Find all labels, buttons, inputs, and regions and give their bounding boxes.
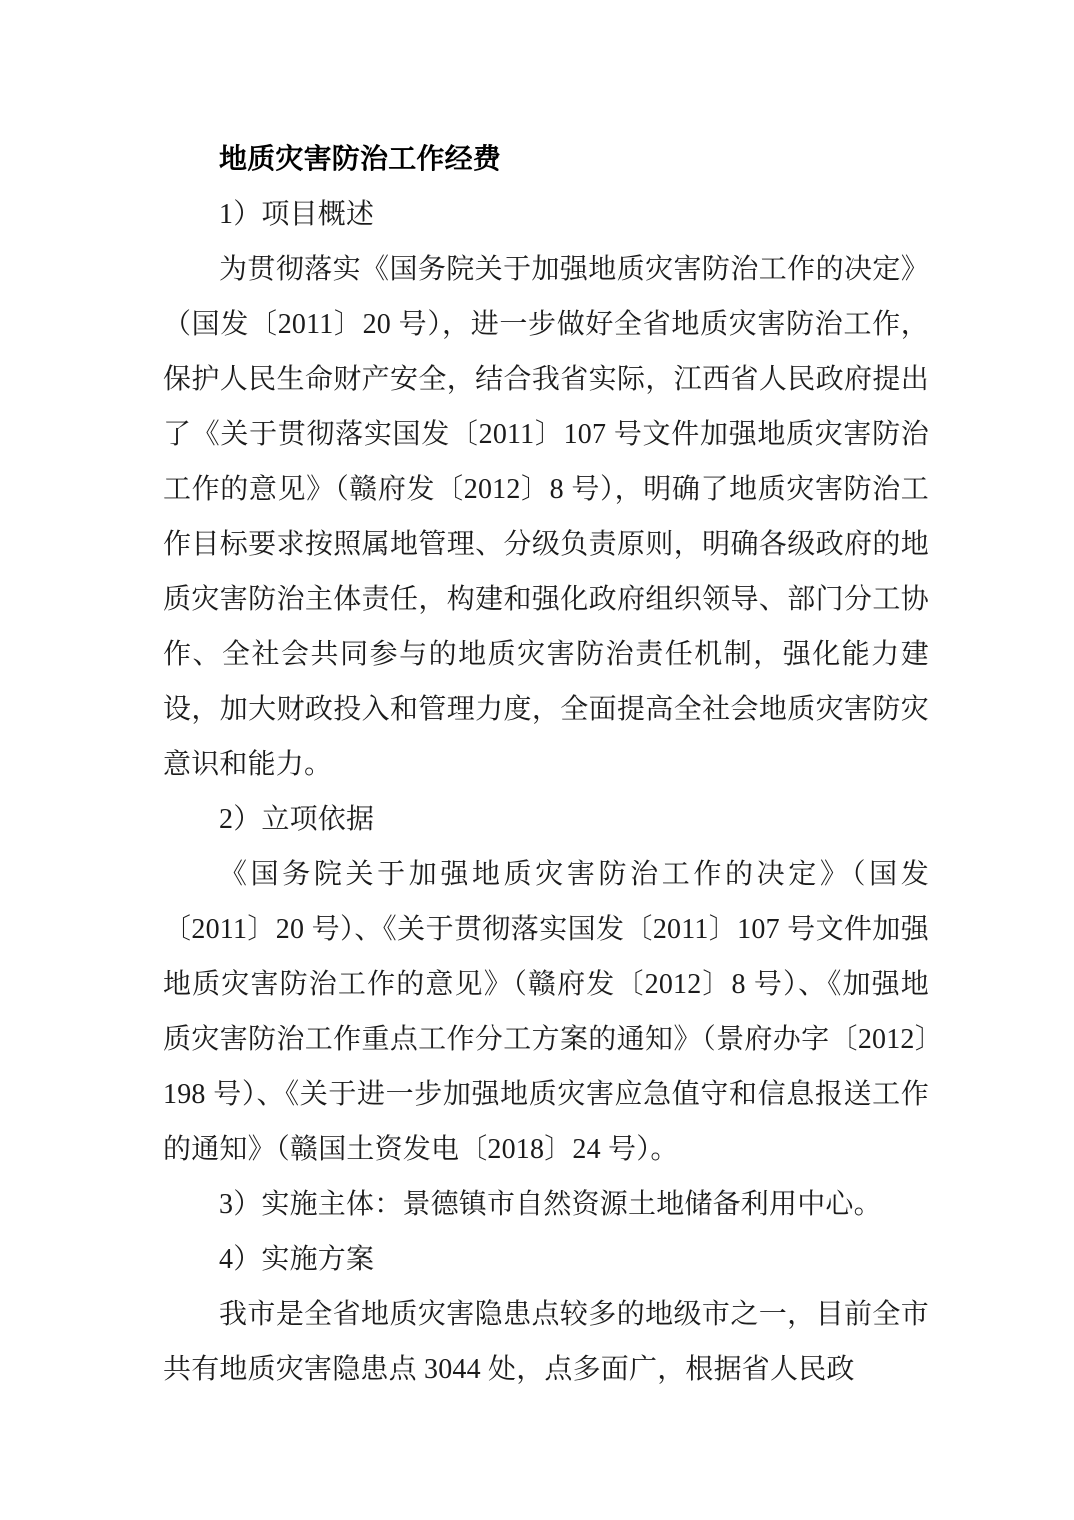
section-4-heading: 4）实施方案 <box>219 1244 375 1275</box>
section-3-heading: 3）实施主体：景德镇市自然资源土地储备利用中心。 <box>219 1189 882 1220</box>
section-2-heading: 2）立项依据 <box>219 804 375 835</box>
section-4-paragraph: 我市是全省地质灾害隐患点较多的地级市之一，目前全市共有地质灾害隐患点 3044 处，点多面广，根据省人民政 <box>163 1299 929 1385</box>
section-1-heading: 1）项目概述 <box>219 199 375 230</box>
document-content <box>163 132 929 1397</box>
section-2-paragraph: 《国务院关于加强地质灾害防治工作的决定》（国发〔2011〕20 号）、《关于贯彻落实国发〔2011〕107 号文件加强地质灾害防治工作的意见》（赣府发〔2012〕8 号）、《加强地质灾害防治工作重点工作分工方案的通知》（景府办字〔2012〕198 号）、《关于进一步加强地质灾害应急值守和信息报送工作的通知》（赣国土资发电〔2018〕24 号）。 <box>163 859 929 1165</box>
section-1-paragraph: 为贯彻落实《国务院关于加强地质灾害防治工作的决定》（国发〔2011〕20 号），进一步做好全省地质灾害防治工作，保护人民生命财产安全，结合我省实际，江西省人民政府提出了《关于贯彻落实国发〔2011〕107 号文件加强地质灾害防治工作的意见》（赣府发〔2012〕8 号），明确了地质灾害防治工作目标要求按照属地管理、分级负责原则，明确各级政府的地质灾害防治主体责任，构建和强化政府组织领导、部门分工协作、全社会共同参与的地质灾害防治责任机制，强化能力建设，加大财政投入和管理力度，全面提高全社会地质灾害防灾意识和能力。 <box>163 254 929 780</box>
document-title: 地质灾害防治工作经费 <box>219 144 502 175</box>
